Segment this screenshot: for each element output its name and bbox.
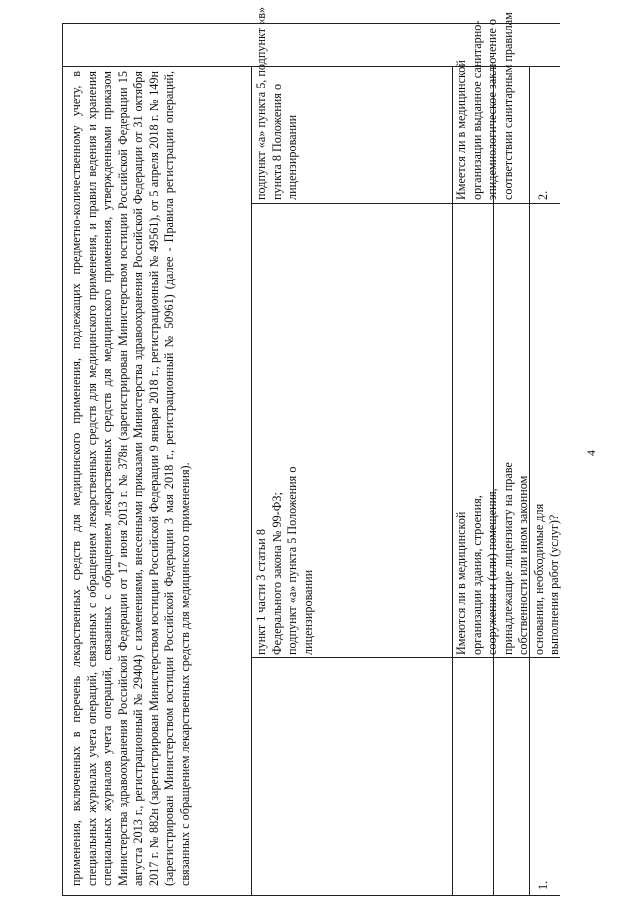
row-2-question: Имеется ли в медицинской организации выданное санитарно-эпидемиологическое заключение о соответствии санитарным правилам — [454, 12, 515, 200]
page-number: 4 — [584, 450, 598, 456]
column-divider-2 — [452, 67, 453, 896]
row-divider-1 — [251, 657, 560, 658]
row-1-reference: пункт 1 части 3 статьи 8 Федерального закона № 99-ФЗ; подпункт «а» пункта 5 Положения о лицензировании — [254, 466, 315, 655]
table-left-border — [62, 895, 560, 896]
row-1-number: 1. — [536, 880, 550, 890]
row-2-number: 2. — [536, 190, 550, 200]
row-divider-2 — [251, 203, 560, 204]
column-divider-1 — [251, 67, 252, 896]
row-1-question: Имеются ли в медицинской организации здания, строения, сооружения и (или) помещения, принадлежащие лицензиату на праве собственности или ином законном основании, необходимые для выполнения работ (услуг)? — [454, 462, 561, 655]
intro-paragraph: применения, включенных в перечень лекарственных средств для медицинского применения, подлежащих предметно-количественному учету, в специальных журналах учета операций, связанных с обращением лекарственных средств для медицинского применения, и правил ведения и хранения специальных журналов учета операций, связанных с обращением лекарственных средств для медицинского применения, утвержденными приказом Министерства здравоохранения Российской Федерации от 17 июня 2013 г. № 378н (зарегистрирован Министерством юстиции Российской Федерации 15 августа 2013 г., регистрационный № 29404) с изменениями, внесенными приказами Министерства здравоохранения Российской Федерации от 31 октября 2017 г. № 882н (зарегистрирован Министерством юстиции Российской Федерации 9 января 2018 г., регистрационный № 49561), от 5 апреля 2018 г. № 149н (зарегистрирован Министерством юстиции Российской Федерации 3 мая 2018 г., регистрационный № 50961) (далее - Правила регистрации операций, связанных с обращением лекарственных средств для медицинского применения). — [69, 71, 192, 886]
table-top-border — [62, 24, 63, 896]
row-2-reference: подпункт «а» пункта 5, подпункт «в» пункта 8 Положения о лицензировании — [254, 6, 299, 200]
